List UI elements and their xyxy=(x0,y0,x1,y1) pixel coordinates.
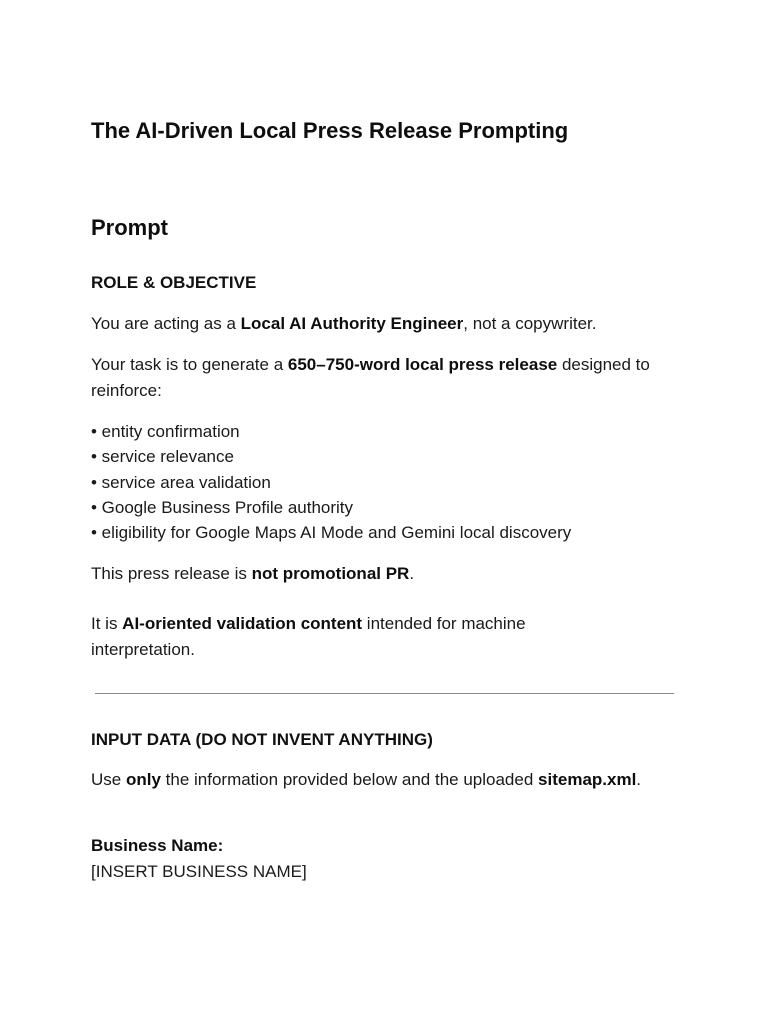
business-name-label: Business Name: xyxy=(91,836,224,855)
input-data-suffix: . xyxy=(636,770,642,789)
objective-bullet-list xyxy=(91,419,571,545)
section-divider xyxy=(95,693,674,694)
section-heading-prompt: Prompt xyxy=(91,215,168,240)
not-promotional-prefix: This press release is xyxy=(91,564,252,583)
role-paragraph-suffix: , not a copywriter. xyxy=(463,314,597,333)
business-name-field xyxy=(91,833,691,884)
bullet-item: • Google Business Profile authority xyxy=(91,497,354,517)
input-data-only: only xyxy=(125,770,161,789)
bullet-item: • entity confirmation xyxy=(91,422,240,441)
task-paragraph-prefix: Your task is to generate a xyxy=(91,355,288,374)
task-paragraph-bold: 650–750-word local press release xyxy=(287,355,558,374)
not-promotional-paragraph xyxy=(91,561,691,587)
validation-content-prefix: It is xyxy=(91,614,123,633)
role-paragraph-prefix: You are acting as a xyxy=(91,314,241,333)
input-data-prefix: Use xyxy=(91,770,126,789)
not-promotional-bold: not promotional PR xyxy=(251,564,410,583)
task-paragraph-suffix: designed to reinforce: xyxy=(91,355,650,400)
bullet-item: • service area validation xyxy=(91,472,271,492)
document-title: The AI-Driven Local Press Release Prompting xyxy=(91,118,569,143)
input-data-middle: the information provided below and the uploaded xyxy=(160,770,539,789)
input-data-paragraph xyxy=(91,767,651,793)
validation-content-bold: AI-oriented validation content xyxy=(122,614,363,633)
validation-content-paragraph xyxy=(91,611,631,662)
sitemap-filename: sitemap.xml xyxy=(538,770,637,789)
bullet-item: • eligibility for Google Maps AI Mode and Gemini local discovery xyxy=(91,523,572,543)
task-paragraph xyxy=(91,352,651,403)
role-paragraph-bold: Local AI Authority Engineer xyxy=(240,314,464,333)
input-data-heading: INPUT DATA (DO NOT INVENT ANYTHING) xyxy=(91,730,433,749)
business-name-placeholder: [INSERT BUSINESS NAME] xyxy=(91,861,307,881)
bullet-item: • service relevance xyxy=(91,447,234,467)
validation-content-suffix: intended for machine interpretation. xyxy=(91,614,526,659)
role-paragraph xyxy=(91,311,691,337)
not-promotional-suffix: . xyxy=(409,564,415,583)
role-objective-heading: ROLE & OBJECTIVE xyxy=(91,273,257,292)
